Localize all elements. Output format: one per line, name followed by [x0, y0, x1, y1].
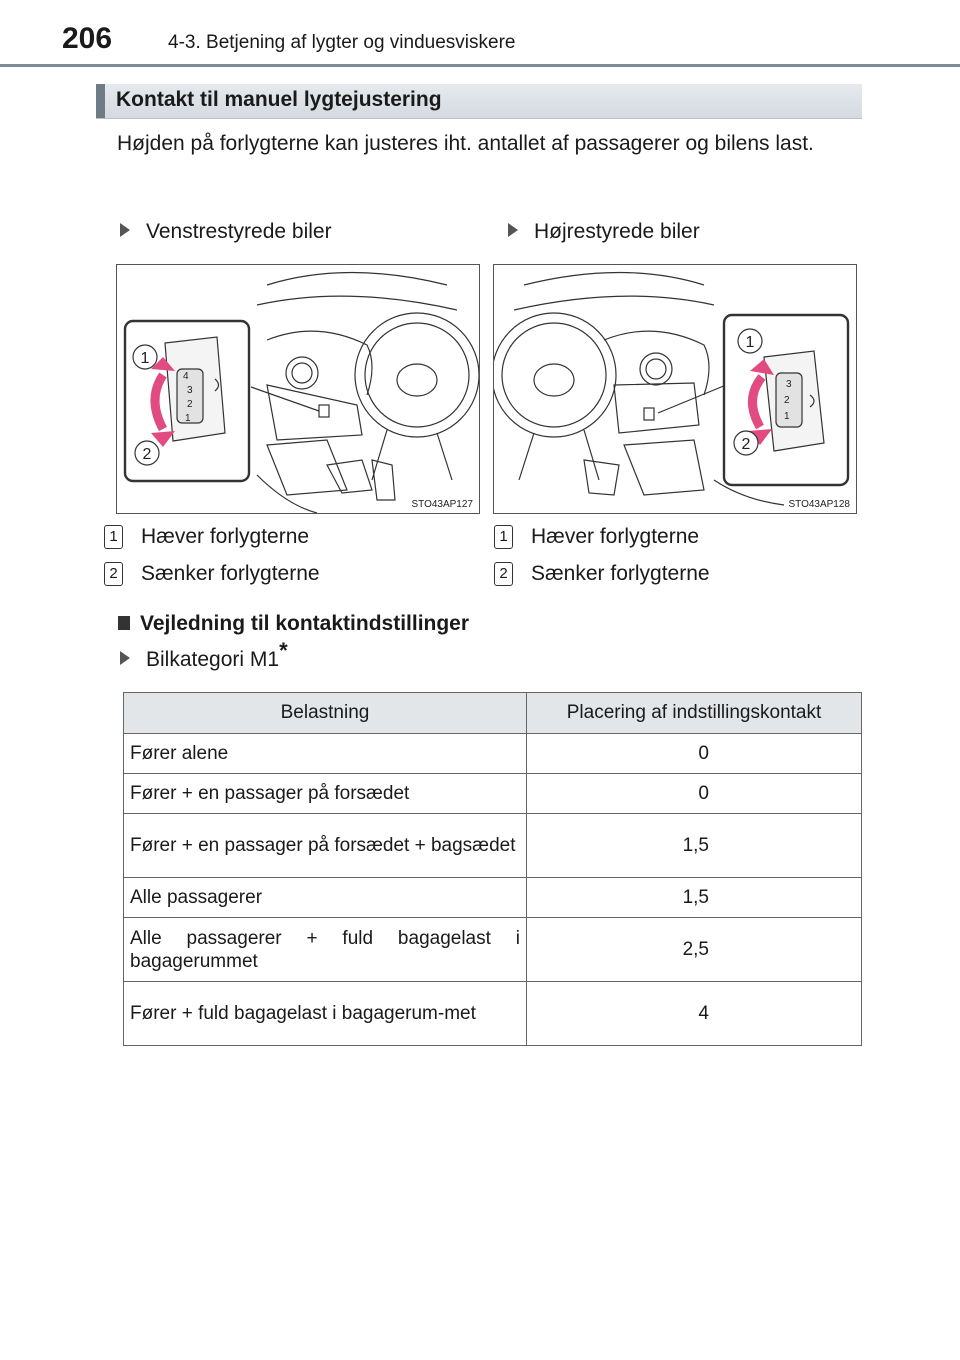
legend-text: Hæver forlygterne: [141, 525, 310, 548]
variant-right-label: Højrestyrede biler: [534, 220, 700, 243]
section-title: Kontakt til manuel lygtejustering: [116, 88, 442, 111]
legend-number-badge: 2: [104, 562, 123, 586]
chapter-title: 4-3. Betjening af lygter og vinduesviskere: [168, 32, 516, 53]
dial-mark-2: 2: [784, 395, 790, 406]
column-header-load: Belastning: [124, 693, 527, 734]
dial-mark-2: 2: [187, 399, 193, 410]
position-cell: 0: [527, 734, 862, 774]
triangle-bullet-icon: [508, 223, 518, 237]
square-bullet-icon: [118, 616, 130, 630]
dial-mark-3: 3: [187, 385, 193, 396]
legend-right-item-1: [494, 525, 699, 549]
dial-mark-4: 4: [183, 371, 189, 382]
table-row: [124, 734, 862, 774]
page-number: 206: [62, 22, 113, 55]
position-cell: 1,5: [527, 814, 862, 878]
guide-heading-text: Vejledning til kontaktindstillinger: [140, 612, 470, 635]
settings-table: [123, 692, 862, 1046]
table-row: [124, 982, 862, 1046]
callout-2-right: 2: [741, 436, 751, 453]
load-cell: Alle passagerer + fuld bagagelast i bagagerummet: [124, 918, 527, 982]
load-cell: Fører + fuld bagagelast i bagagerum-met: [124, 982, 527, 1046]
callout-2-left: 2: [142, 446, 152, 463]
variant-right-hand-drive: [508, 220, 700, 244]
table-row: [124, 918, 862, 982]
triangle-bullet-icon: [120, 651, 130, 665]
figure-code-left: STO43AP127: [411, 499, 473, 510]
intro-paragraph: Højden på forlygterne kan justeres iht. antallet af passagerer og bilens last.: [117, 132, 814, 155]
figure-right-hand-drive: [493, 264, 857, 514]
column-header-position: Placering af indstillingskontakt: [527, 693, 862, 734]
table-row: [124, 814, 862, 878]
section-title-bar: [96, 84, 862, 119]
callout-1-right: 1: [745, 334, 755, 351]
triangle-bullet-icon: [120, 223, 130, 237]
dial-mark-1: 1: [784, 411, 790, 422]
dial-mark-1: 1: [185, 413, 191, 424]
variant-left-label: Venstrestyrede biler: [146, 220, 332, 243]
load-cell: Alle passagerer: [124, 878, 527, 918]
figure-code-right: STO43AP128: [788, 499, 850, 510]
position-cell: 2,5: [527, 918, 862, 982]
load-cell: Fører + en passager på forsædet + bagsædet: [124, 814, 527, 878]
legend-number-badge: 1: [494, 525, 513, 549]
legend-text: Sænker forlygterne: [531, 562, 710, 585]
dial-mark-3: 3: [786, 379, 792, 390]
legend-left-item-1: [104, 525, 309, 549]
figure-left-hand-drive: [116, 264, 480, 514]
legend-text: Sænker forlygterne: [141, 562, 320, 585]
load-cell: Fører alene: [124, 734, 527, 774]
variant-left-hand-drive: [120, 220, 332, 244]
legend-right-item-2: [494, 562, 710, 586]
position-cell: 0: [527, 774, 862, 814]
vehicle-category-text: Bilkategori M1: [146, 648, 280, 671]
callout-1-left: 1: [140, 350, 150, 367]
legend-number-badge: 1: [104, 525, 123, 549]
dashboard-illustration-left: [117, 265, 479, 513]
table-row: [124, 774, 862, 814]
legend-number-badge: 2: [494, 562, 513, 586]
header-rule: [0, 64, 960, 67]
guide-heading: [118, 612, 469, 636]
load-cell: Fører + en passager på forsædet: [124, 774, 527, 814]
section-accent: [96, 84, 105, 118]
vehicle-category: [120, 638, 288, 672]
dashboard-illustration-right: [494, 265, 856, 513]
legend-left-item-2: [104, 562, 320, 586]
legend-text: Hæver forlygterne: [531, 525, 700, 548]
position-cell: 4: [527, 982, 862, 1046]
position-cell: 1,5: [527, 878, 862, 918]
footnote-asterisk: *: [279, 638, 288, 663]
table-row: [124, 878, 862, 918]
